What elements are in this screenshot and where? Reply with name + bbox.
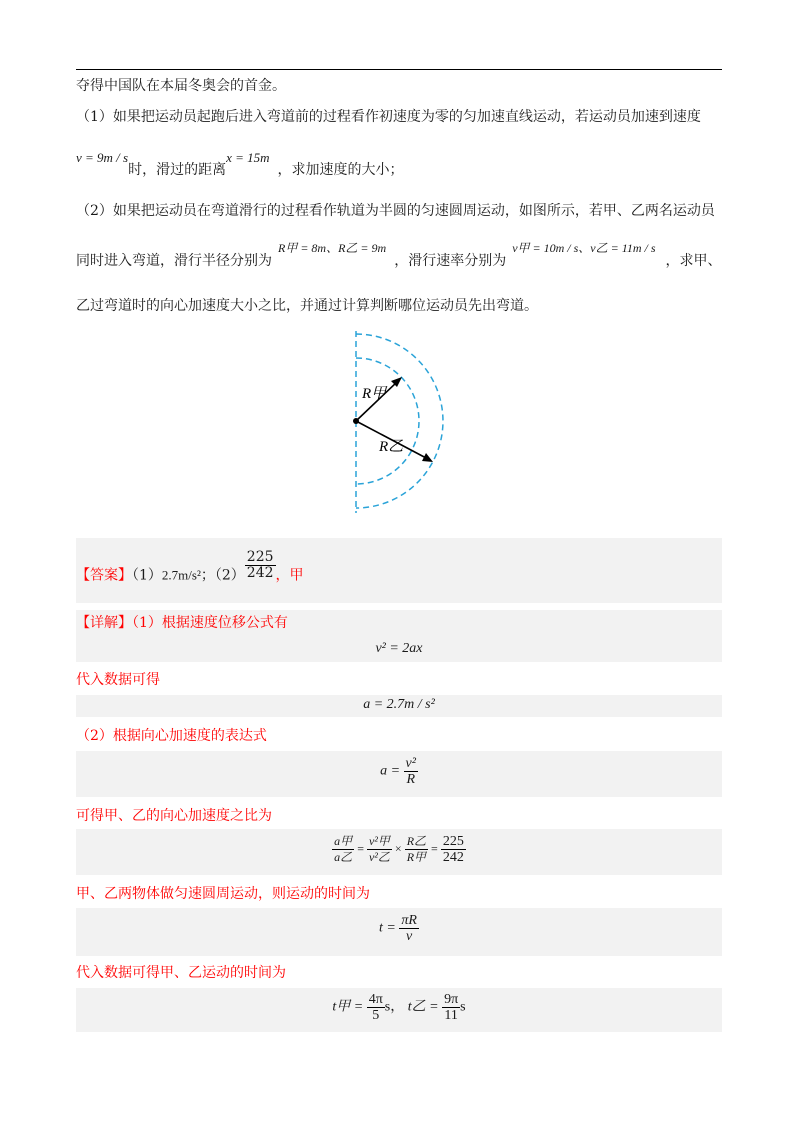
label-r-jia: R甲 (362, 386, 387, 402)
header-rule (76, 69, 722, 70)
eq4-times: × (394, 841, 402, 856)
q2-line3: 乙过弯道时的向心加速度大小之比，并通过计算判断哪位运动员先出弯道。 (76, 298, 538, 314)
answer-row (76, 549, 304, 591)
answer-den: 242 (246, 565, 274, 581)
eq4-r-num: R乙 (406, 834, 427, 848)
q1-x-expr: x = 15m (226, 150, 270, 165)
eq4-v-fraction (367, 834, 392, 865)
eq6-n2: 9π (444, 992, 459, 1007)
detail-tag: 【详解】 (76, 615, 132, 631)
q1-v-expr: v = 9m / s (76, 150, 129, 165)
center-point (353, 418, 359, 424)
q2-line2 (76, 241, 722, 271)
eq4-res-den: 242 (442, 850, 464, 865)
eq3 (76, 756, 722, 787)
q2-line2c: ，求甲、 (665, 253, 722, 269)
eq4-a-fraction (332, 834, 354, 865)
answer-a1: 2.7m/s² (161, 567, 201, 583)
eq4-a-den: a乙 (334, 850, 353, 864)
detail-s3: （2）根据向心加速度的表达式 (76, 728, 267, 744)
eq6-d1: 5 (372, 1008, 380, 1023)
answer-p2: （2） (214, 567, 245, 584)
detail-s5: 甲、乙两物体做匀速圆周运动，则运动的时间为 (76, 886, 370, 902)
eq3-den: R (406, 772, 415, 787)
q1-line2 (76, 150, 404, 180)
q1-line1: （1）如果把运动员起跑后进入弯道前的过程看作初速度为零的匀加速直线运动，若运动员加速到速度 (76, 109, 701, 125)
detail-s4: 可得甲、乙的向心加速度之比为 (76, 808, 272, 824)
detail-s6: 代入数据可得甲、乙运动的时间为 (76, 965, 286, 981)
eq3-num: v² (405, 756, 416, 771)
eq5 (76, 913, 722, 944)
eq4-v-num: v²甲 (368, 834, 390, 848)
eq1: v² = 2ax (375, 641, 423, 656)
eq3-fraction (404, 756, 418, 787)
eq6-u2: s (460, 999, 466, 1015)
answer-p1: （1） (132, 567, 162, 584)
answer-tail: ，甲 (275, 567, 304, 584)
q1-tail: ，求加速度的大小； (277, 162, 404, 178)
eq4-r-den: R甲 (406, 850, 427, 864)
detail-row (76, 613, 288, 633)
q1-mid: 时，滑过的距离 (128, 162, 227, 178)
q2-v-expr: v甲 = 10m / s、v乙 = 11m / s (512, 241, 656, 255)
eq6-d2: 11 (444, 1008, 458, 1023)
answer-fraction (245, 550, 276, 581)
intro-text: 夺得中国队在本届冬奥会的首金。 (76, 78, 286, 94)
label-r-yi: R乙 (379, 439, 404, 455)
answer-tag: 【答案】 (76, 567, 132, 584)
eq4-v-den: v²乙 (368, 850, 390, 864)
eq6-frac2 (442, 992, 460, 1023)
answer-num: 225 (246, 549, 274, 565)
q2-line1: （2）如果把运动员在弯道滑行的过程看作轨道为半圆的匀速圆周运动，如图所示，若甲、乙两名运动员 (76, 203, 715, 219)
answer-sep: ； (200, 567, 215, 584)
eq6-t1: t甲 = (332, 999, 364, 1015)
eq6-u1: s， (384, 999, 405, 1015)
eq6-frac1 (367, 992, 385, 1023)
eq4-r-fraction (405, 834, 428, 865)
detail-s1: （1）根据速度位移公式有 (132, 615, 288, 631)
eq4-res-num: 225 (442, 834, 464, 849)
inner-arc (356, 358, 419, 484)
eq3-lhs: a = (380, 763, 401, 779)
eq6-t2: t乙 = (407, 999, 439, 1015)
detail-s2: 代入数据可得 (76, 672, 160, 688)
eq4-result-fraction (441, 834, 466, 865)
eq5-den: v (406, 929, 413, 944)
eq6-n1: 4π (368, 992, 383, 1007)
eq5-lhs: t = (379, 920, 396, 936)
q2-line2a: 同时进入弯道，滑行半径分别为 (76, 253, 272, 269)
eq2: a = 2.7m / s² (363, 697, 435, 712)
q2-line2b: ，滑行速率分别为 (394, 253, 507, 269)
q2-r-expr: R甲 = 8m、R乙 = 9m (278, 241, 387, 255)
eq5-num: πR (401, 913, 417, 928)
eq4 (76, 834, 722, 865)
eq4-a-num: a甲 (334, 834, 353, 848)
eq6 (76, 992, 722, 1023)
eq4-eq2: = (431, 841, 438, 856)
eq4-eq1: = (357, 841, 364, 856)
curve-figure (320, 325, 450, 520)
eq5-fraction (399, 913, 419, 944)
